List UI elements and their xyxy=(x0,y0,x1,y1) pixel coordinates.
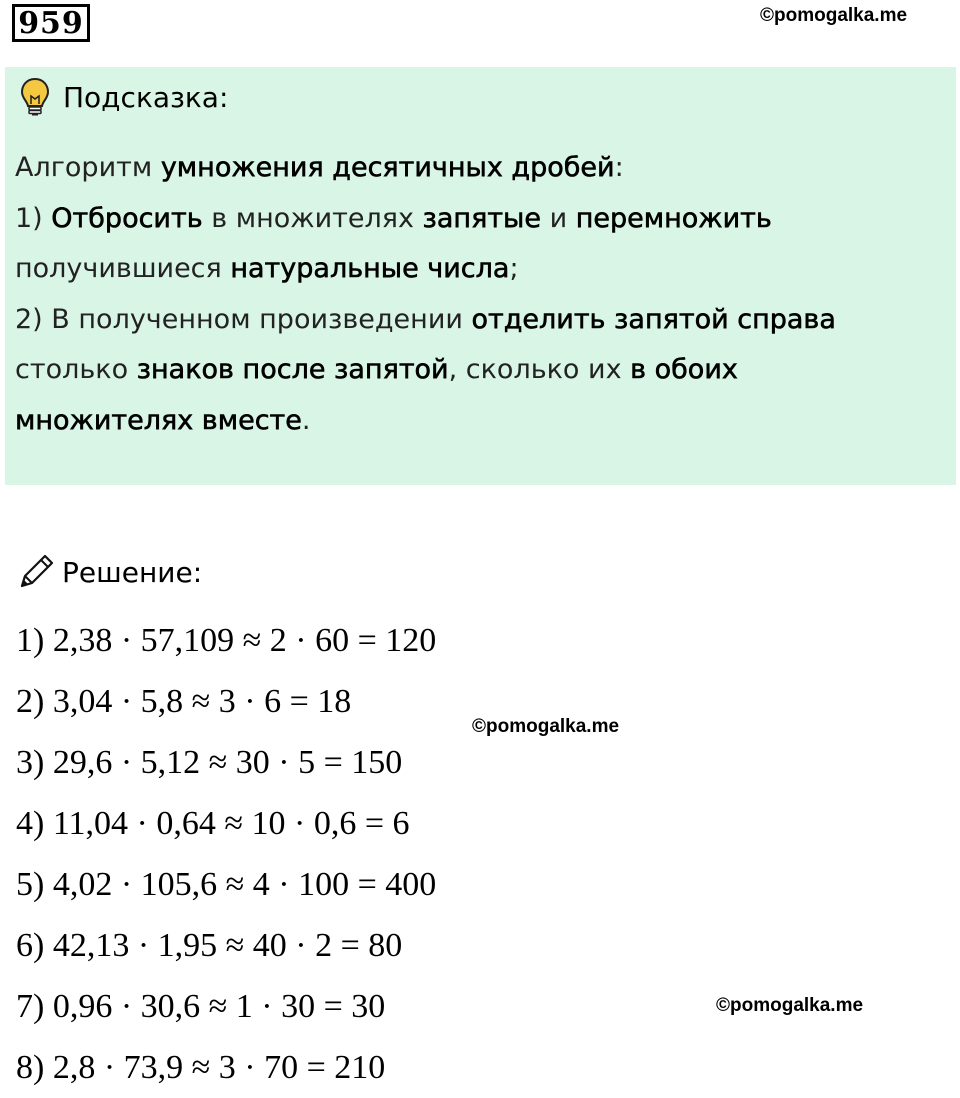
solution-title: Решение: xyxy=(62,555,203,589)
watermark: ©pomogalka.me xyxy=(472,716,620,737)
solution-line: 7) 0,96 · 30,6 ≈ 1 · 30 = 30 xyxy=(16,988,386,1025)
lightbulb-icon xyxy=(19,77,51,117)
hint-line-5: столько знаков после запятой, сколько их в обоих xyxy=(15,354,738,385)
watermark: ©pomogalka.me xyxy=(760,5,908,26)
solution-line: 2) 3,04 · 5,8 ≈ 3 · 6 = 18 xyxy=(16,683,352,720)
task-number: 959 xyxy=(12,4,90,42)
solution-header xyxy=(16,552,202,592)
hint-line-4: 2) В полученном произведении отделить запятой справа xyxy=(15,303,836,335)
hint-line-1: Алгоритм умножения десятичных дробей: xyxy=(15,152,624,183)
pencil-icon xyxy=(16,552,56,592)
hint-box xyxy=(5,67,956,485)
hint-line-6: множителях вместе. xyxy=(15,404,311,436)
hint-title: Подсказка: xyxy=(63,80,229,114)
watermark: ©pomogalka.me xyxy=(716,995,864,1016)
solution-line: 6) 42,13 · 1,95 ≈ 40 · 2 = 80 xyxy=(16,927,403,964)
hint-line-3: получившиеся натуральные числа; xyxy=(15,253,519,284)
solution-line: 8) 2,8 · 73,9 ≈ 3 · 70 = 210 xyxy=(16,1049,386,1086)
solution-list xyxy=(16,610,436,1098)
hint-line-2: 1) Отбросить в множителях запятые и перемножить xyxy=(15,202,772,234)
hint-body xyxy=(15,143,935,446)
solution-line: 1) 2,38 · 57,109 ≈ 2 · 60 = 120 xyxy=(16,622,437,659)
solution-line: 4) 11,04 · 0,64 ≈ 10 · 0,6 = 6 xyxy=(16,805,410,842)
solution-line: 3) 29,6 · 5,12 ≈ 30 · 5 = 150 xyxy=(16,744,403,781)
hint-header xyxy=(19,77,228,117)
solution-line: 5) 4,02 · 105,6 ≈ 4 · 100 = 400 xyxy=(16,866,437,903)
